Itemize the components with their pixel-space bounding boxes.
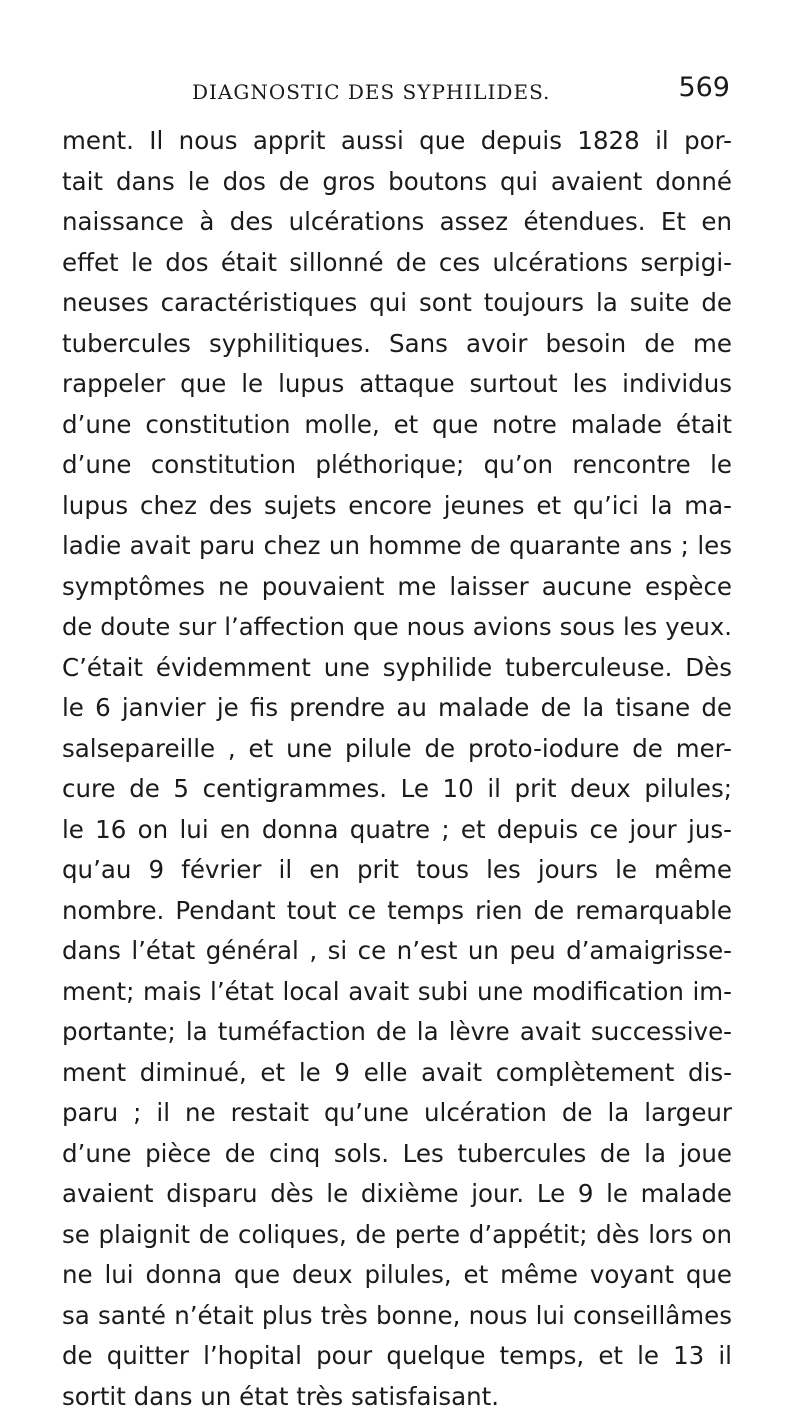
text-line: rappeler que le lupus attaque surtout les individus — [62, 364, 732, 405]
text-line: de doute sur l’affection que nous avions sous les yeux. — [62, 607, 732, 648]
running-title: DIAGNOSTIC DES SYPHILIDES. — [192, 80, 550, 104]
text-line: sa santé n’était plus très bonne, nous lui conseillâmes — [62, 1296, 732, 1337]
text-line: de quitter l’hopital pour quelque temps, et le 13 il — [62, 1336, 732, 1377]
text-line: ne lui donna que deux pilules, et même voyant que — [62, 1255, 732, 1296]
text-line: d’une constitution molle, et que notre malade était — [62, 405, 732, 446]
text-line: le 16 on lui en donna quatre ; et depuis ce jour jus- — [62, 810, 732, 851]
text-line: qu’au 9 février il en prit tous les jours le même — [62, 850, 732, 891]
page-number: 569 — [678, 72, 730, 103]
text-line: symptômes ne pouvaient me laisser aucune espèce — [62, 567, 732, 608]
text-line: d’une pièce de cinq sols. Les tubercules de la joue — [62, 1134, 732, 1175]
text-line: tubercules syphilitiques. Sans avoir besoin de me — [62, 324, 732, 365]
text-line: effet le dos était sillonné de ces ulcérations serpigi- — [62, 243, 732, 284]
text-line: ment. Il nous apprit aussi que depuis 1828 il por- — [62, 121, 732, 162]
text-line: paru ; il ne restait qu’une ulcération de la largeur — [62, 1093, 732, 1134]
text-line: salsepareille , et une pilule de proto-iodure de mer- — [62, 729, 732, 770]
text-line: tait dans le dos de gros boutons qui avaient donné — [62, 162, 732, 203]
body-text — [62, 121, 732, 1417]
text-line: nombre. Pendant tout ce temps rien de remarquable — [62, 891, 732, 932]
text-line: dans l’état général , si ce n’est un peu d’amaigrisse- — [62, 931, 732, 972]
text-line: C’était évidemment une syphilide tuberculeuse. Dès — [62, 648, 732, 689]
text-line: se plaignit de coliques, de perte d’appétit; dès lors on — [62, 1215, 732, 1256]
text-line: portante; la tuméfaction de la lèvre avait successive- — [62, 1012, 732, 1053]
text-line: naissance à des ulcérations assez étendues. Et en — [62, 202, 732, 243]
text-line: d’une constitution pléthorique; qu’on rencontre le — [62, 445, 732, 486]
text-line: ment; mais l’état local avait subi une modification im- — [62, 972, 732, 1013]
text-line: ment diminué, et le 9 elle avait complètement dis- — [62, 1053, 732, 1094]
text-line: neuses caractéristiques qui sont toujours la suite de — [62, 283, 732, 324]
running-head — [60, 72, 740, 116]
text-line: avaient disparu dès le dixième jour. Le 9 le malade — [62, 1174, 732, 1215]
text-line: le 6 janvier je fis prendre au malade de la tisane de — [62, 688, 732, 729]
text-line: lupus chez des sujets encore jeunes et qu’ici la ma- — [62, 486, 732, 527]
text-line: ladie avait paru chez un homme de quarante ans ; les — [62, 526, 732, 567]
text-line: cure de 5 centigrammes. Le 10 il prit deux pilules; — [62, 769, 732, 810]
text-line-last: sortit dans un état très satisfaisant. — [62, 1377, 732, 1417]
